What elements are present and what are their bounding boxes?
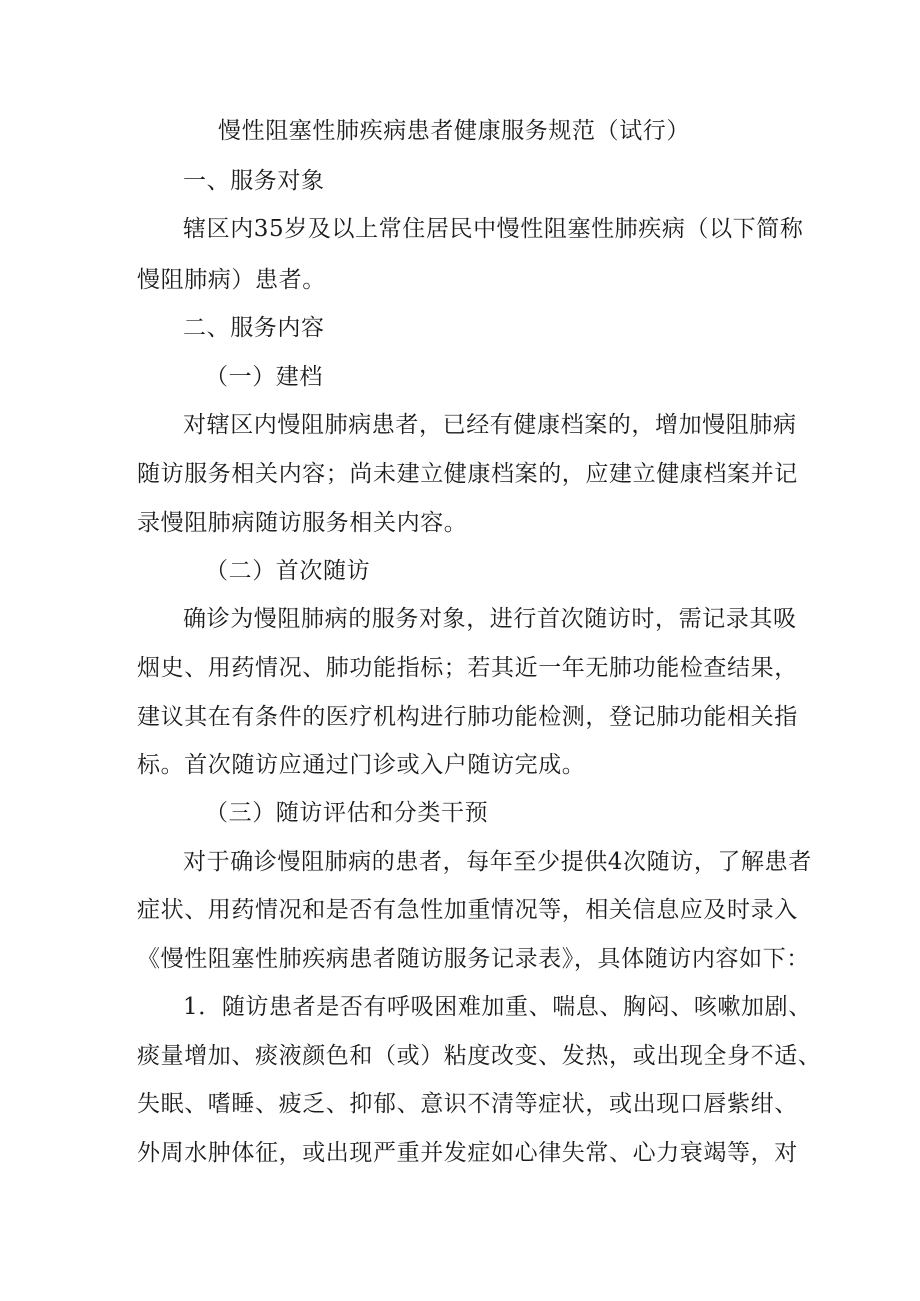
paragraph-line: 录慢阻肺病随访服务相关内容。 (137, 510, 468, 536)
document-title: 慢性阻塞性肺疾病患者健康服务规范（试行） (218, 118, 690, 144)
list-item-line: 痰量增加、痰液颜色和（或）粘度改变、发热，或出现全身不适、 (137, 1043, 822, 1069)
paragraph-line: 症状、用药情况和是否有急性加重情况等，相关信息应及时录入 (137, 897, 798, 923)
list-item-line: 失眠、嗜睡、疲乏、抑郁、意识不清等症状，或出现口唇紫绀、 (137, 1091, 798, 1117)
paragraph-line: 辖区内35岁及以上常住居民中慢性阻塞性肺疾病（以下简称 (183, 216, 804, 242)
list-item-line: 外周水肿体征，或出现严重并发症如心律失常、心力衰竭等，对 (137, 1140, 798, 1166)
paragraph-line: 随访服务相关内容；尚未建立健康档案的，应建立健康档案并记 (137, 461, 798, 487)
section-heading-service-content: 二、服务内容 (183, 315, 325, 341)
list-item-line: 1．随访患者是否有呼吸困难加重、喘息、胸闷、咳嗽加剧、 (183, 994, 812, 1020)
paragraph-line: 对辖区内慢阻肺病患者，已经有健康档案的，增加慢阻肺病 (183, 412, 797, 438)
paragraph-line: 烟史、用药情况、肺功能指标；若其近一年无肺功能检查结果， (137, 655, 798, 681)
subsection-heading-assessment: （三）随访评估和分类干预 (205, 800, 489, 826)
paragraph-line: 慢阻肺病）患者。 (137, 267, 326, 293)
paragraph-line: 对于确诊慢阻肺病的患者，每年至少提供4次随访，了解患者 (183, 849, 812, 875)
subsection-heading-first-followup: （二）首次随访 (205, 558, 371, 584)
section-heading-service-target: 一、服务对象 (183, 168, 325, 194)
paragraph-line: 确诊为慢阻肺病的服务对象，进行首次随访时，需记录其吸 (183, 606, 797, 632)
subsection-heading-filing: （一）建档 (205, 364, 323, 390)
paragraph-line: 《慢性阻塞性肺疾病患者随访服务记录表》，具体随访内容如下： (137, 946, 810, 972)
paragraph-line: 标。首次随访应通过门诊或入户随访完成。 (137, 752, 586, 778)
paragraph-line: 建议其在有条件的医疗机构进行肺功能检测，登记肺功能相关指 (137, 704, 798, 730)
